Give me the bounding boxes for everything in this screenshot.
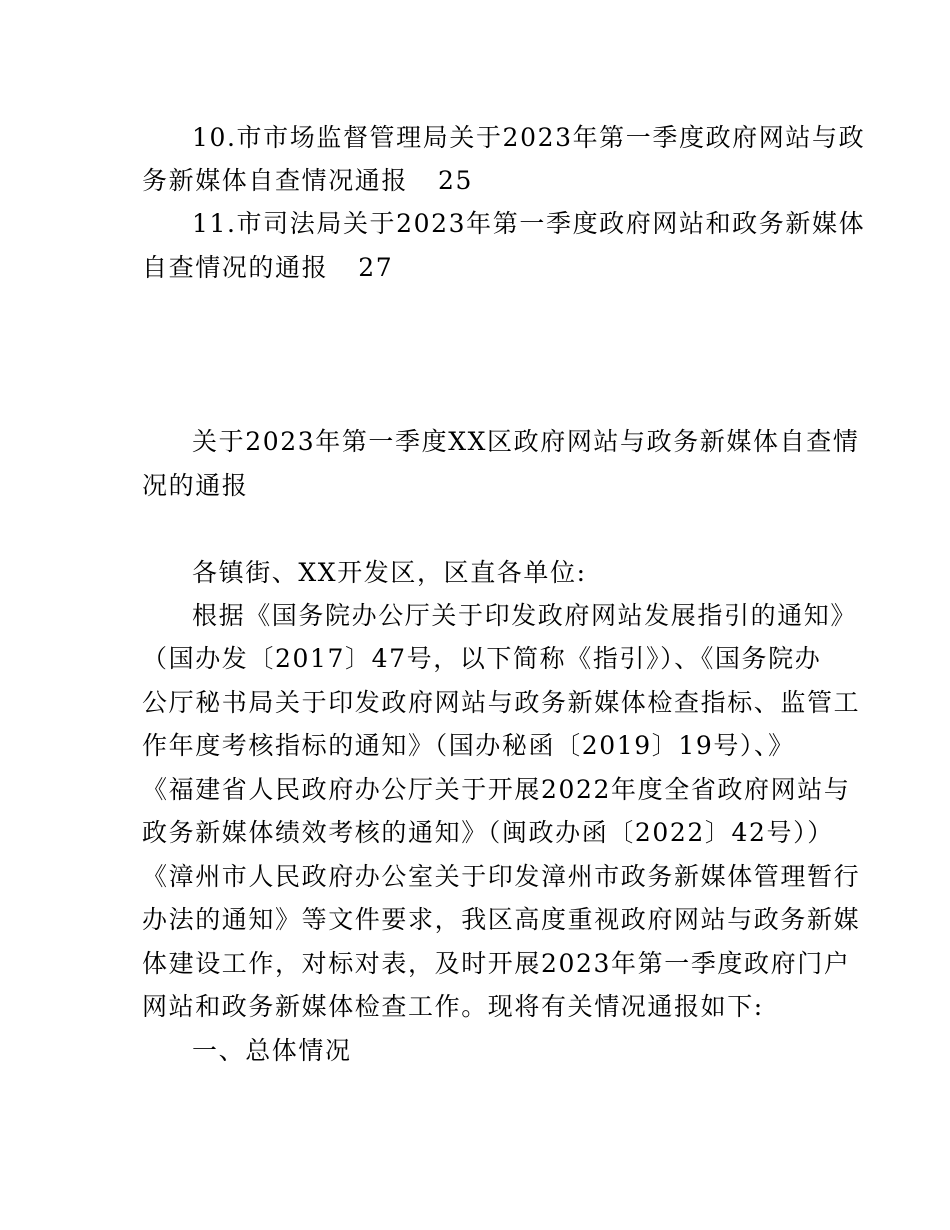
para1-line: 体建设工作，对标对表，及时开展2023年第一季度政府门户 <box>142 949 851 978</box>
para1-line: （国办发〔2017〕47号，以下简称《指引》）、《国务院办 <box>142 644 822 673</box>
para1-line: 作年度考核指标的通知》（国办秘函〔2019〕19号）、》 <box>142 731 795 760</box>
toc-item-11-line1: 11.市司法局关于2023年第一季度政府网站和政务新媒体 <box>192 209 866 238</box>
para1-line: 网站和政务新媒体检查工作。现将有关情况通报如下: <box>142 992 764 1021</box>
para1-line: 政务新媒体绩效考核的通知》（闽政办函〔2022〕42号）） <box>142 818 834 847</box>
toc-item-11-text: 自查情况的通报 <box>142 253 329 282</box>
toc-item-10-text: 务新媒体自查情况通报 <box>142 166 409 195</box>
para1-line: 办法的通知》等文件要求，我区高度重视政府网站与政务新媒 <box>142 905 861 934</box>
para1-line: 《福建省人民政府办公厅关于开展2022年度全省政府网站与 <box>142 775 851 804</box>
para1-line: 根据《国务院办公厅关于印发政府网站发展指引的通知》 <box>192 601 858 630</box>
document-title-line2: 况的通报 <box>142 471 249 500</box>
toc-item-10-line2 <box>142 163 822 199</box>
toc-item-10-line1: 10.市市场监督管理局关于2023年第一季度政府网站与政 <box>192 123 866 152</box>
para1-line: 《漳州市人民政府办公室关于印发漳州市政务新媒体管理暂行 <box>142 862 861 891</box>
document-title-line1: 关于2023年第一季度XX区政府网站与政务新媒体自查情 <box>192 427 860 456</box>
toc-item-10-page: 25 <box>438 166 474 195</box>
para1-line: 公厅秘书局关于印发政府网站与政务新媒体检查指标、监管工 <box>142 688 861 717</box>
toc-item-11-page: 27 <box>358 253 394 282</box>
section-heading-1: 一、总体情况 <box>192 1036 352 1065</box>
toc-item-11-line2 <box>142 250 822 286</box>
salutation: 各镇街、XX开发区，区直各单位: <box>192 558 587 587</box>
